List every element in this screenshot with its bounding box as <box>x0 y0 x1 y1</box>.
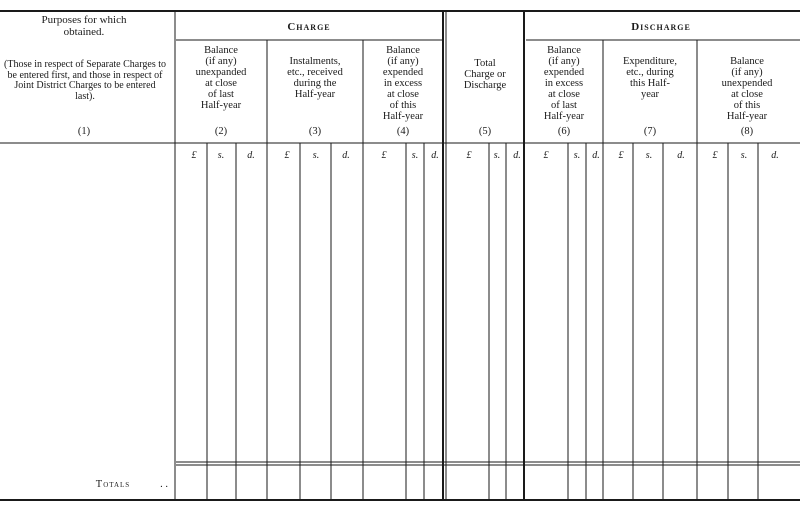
unit-shilling-c2: s. <box>217 150 225 161</box>
unit-pound-c6: £ <box>543 150 549 161</box>
unit-shilling-c3: s. <box>312 150 320 161</box>
column-header-line: during the <box>293 78 337 89</box>
unit-pence-c2: d. <box>247 150 255 161</box>
column-header-line: this Half- <box>630 78 670 89</box>
unit-shilling-c5: s. <box>493 150 501 161</box>
column-header-line: (if any) <box>548 56 580 67</box>
column-header-line: Half-year <box>200 100 242 111</box>
column-header-line: of last <box>208 89 234 100</box>
column-header-3 <box>268 56 362 100</box>
charge-group-header: Charge <box>287 21 331 33</box>
column-header-5 <box>446 58 524 91</box>
column-header-line: Discharge <box>463 80 507 91</box>
column-header-line: Charge or <box>464 69 506 80</box>
column-header-line: Half-year <box>543 111 585 122</box>
column-header-line: at close <box>205 78 237 89</box>
unit-pound-c7: £ <box>618 150 624 161</box>
unit-pence-c7: d. <box>677 150 685 161</box>
column-header-line: Half-year <box>382 111 424 122</box>
column-header-line: Balance <box>204 45 238 56</box>
column-number-2: (2) <box>214 126 228 137</box>
unit-pound-c5: £ <box>466 150 472 161</box>
column-number-8: (8) <box>740 126 754 137</box>
column-header-line: unexpended <box>721 78 773 89</box>
totals-dots: . . <box>160 479 168 490</box>
column-header-line: Balance <box>730 56 764 67</box>
column-header-line: Balance <box>547 45 581 56</box>
column-header-line: Half-year <box>294 89 336 100</box>
column-number-3: (3) <box>308 126 322 137</box>
column-header-line: etc., during <box>626 67 674 78</box>
column-number-5: (5) <box>478 126 492 137</box>
totals-label: Totals <box>95 479 131 490</box>
column-header-line: expended <box>543 67 585 78</box>
unit-shilling-c4: s. <box>411 150 419 161</box>
purposes-title: Purposes for which obtained. <box>41 14 127 38</box>
unit-shilling-c6: s. <box>573 150 581 161</box>
column-header-line: (if any) <box>731 67 763 78</box>
column-header-line: Instalments, <box>289 56 341 67</box>
column-header-6 <box>526 45 602 122</box>
column-header-line: at close <box>731 89 763 100</box>
unit-pound-c2: £ <box>191 150 197 161</box>
column-header-line: Balance <box>386 45 420 56</box>
unit-pound-c8: £ <box>712 150 718 161</box>
unit-shilling-c7: s. <box>645 150 653 161</box>
column-header-line: unexpanded <box>195 67 247 78</box>
column-header-line: in excess <box>383 78 423 89</box>
column-number-6: (6) <box>557 126 571 137</box>
column-header-2 <box>176 45 266 111</box>
unit-pence-c8: d. <box>771 150 779 161</box>
column-header-line: of last <box>551 100 577 111</box>
column-header-line: of this <box>733 100 761 111</box>
column-number-7: (7) <box>643 126 657 137</box>
column-number-4: (4) <box>396 126 410 137</box>
column-header-line: Total <box>474 58 496 69</box>
unit-pound-c3: £ <box>284 150 290 161</box>
column-header-line: (if any) <box>205 56 237 67</box>
column-header-line: etc., received <box>287 67 343 78</box>
column-header-line: expended <box>382 67 424 78</box>
column-header-line: Expenditure, <box>623 56 677 67</box>
column-header-8 <box>698 56 796 122</box>
purposes-header <box>2 14 166 38</box>
column-header-7 <box>604 56 696 100</box>
unit-pound-c4: £ <box>381 150 387 161</box>
column-header-line: at close <box>548 89 580 100</box>
column-header-line: of this <box>389 100 417 111</box>
unit-pence-c5: d. <box>513 150 521 161</box>
discharge-group-header: Discharge <box>631 21 691 33</box>
column-header-line: in excess <box>544 78 584 89</box>
unit-pence-c4: d. <box>431 150 439 161</box>
column-header-line: at close <box>387 89 419 100</box>
unit-pence-c3: d. <box>342 150 350 161</box>
column-header-line: (if any) <box>387 56 419 67</box>
purposes-number: (1) <box>77 126 91 137</box>
purposes-note: (Those in respect of Separate Charges to be entered first, and those in respect of Joint District Charges to be entered last). <box>4 59 166 102</box>
unit-pence-c6: d. <box>592 150 600 161</box>
column-header-line: Half-year <box>726 111 768 122</box>
column-header-line: year <box>640 89 660 100</box>
unit-shilling-c8: s. <box>740 150 748 161</box>
column-header-4 <box>364 45 442 122</box>
